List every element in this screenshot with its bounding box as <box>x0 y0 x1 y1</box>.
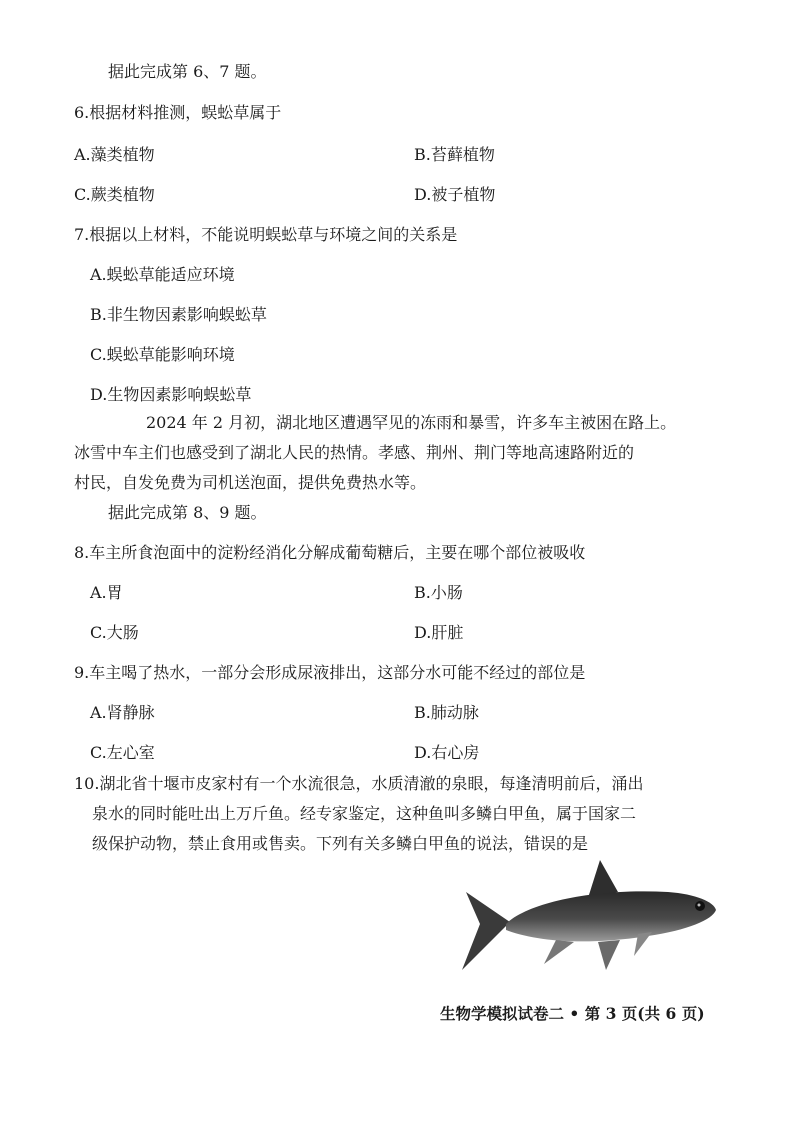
page-footer: 生物学模拟试卷二 • 第 3 页(共 6 页) <box>440 1004 705 1023</box>
question-7-option-b: B.非生物因素影响蜈蚣草 <box>90 305 267 324</box>
question-7-option-a: A.蜈蚣草能适应环境 <box>90 265 235 284</box>
question-9-option-c: C.左心室 <box>90 743 155 762</box>
question-6-option-d: D.被子植物 <box>414 185 496 204</box>
question-9-option-d: D.右心房 <box>414 743 480 762</box>
question-9-option-a: A.肾静脉 <box>90 703 155 722</box>
question-10-line-3: 级保护动物，禁止食用或售卖。下列有关多鳞白甲鱼的说法，错误的是 <box>92 834 589 853</box>
question-8-option-d: D.肝脏 <box>414 623 464 642</box>
question-6-stem: 6.根据材料推测，蜈蚣草属于 <box>74 103 282 122</box>
question-8-stem: 8.车主所食泡面中的淀粉经消化分解成葡萄糖后，主要在哪个部位被吸收 <box>74 543 586 562</box>
passage-line-1: 2024 年 2 月初，湖北地区遭遇罕见的冻雨和暴雪，许多车主被困在路上。 <box>146 413 677 432</box>
question-8-option-a: A.胃 <box>90 583 123 602</box>
question-9-option-b: B.肺动脉 <box>414 703 479 722</box>
instruction-8-9: 据此完成第 8、9 题。 <box>108 503 267 522</box>
question-6-option-c: C.蕨类植物 <box>74 185 155 204</box>
question-7-stem: 7.根据以上材料，不能说明蜈蚣草与环境之间的关系是 <box>74 225 458 244</box>
question-7-option-c: C.蜈蚣草能影响环境 <box>90 345 235 364</box>
question-7-option-d: D.生物因素影响蜈蚣草 <box>90 385 252 404</box>
instruction-6-7: 据此完成第 6、7 题。 <box>108 62 267 81</box>
question-10-line-2: 泉水的同时能吐出上万斤鱼。经专家鉴定，这种鱼叫多鳞白甲鱼，属于国家二 <box>92 804 637 823</box>
question-10-line-1: 10.湖北省十堰市皮家村有一个水流很急，水质清澈的泉眼，每逢清明前后，涌出 <box>74 774 644 793</box>
passage-line-2: 冰雪中车主们也感受到了湖北人民的热情。孝感、荆州、荆门等地高速路附近的 <box>74 443 635 462</box>
question-6-option-b: B.苔藓植物 <box>414 145 495 164</box>
passage-line-3: 村民，自发免费为司机送泡面，提供免费热水等。 <box>74 473 427 492</box>
question-9-stem: 9.车主喝了热水，一部分会形成尿液排出，这部分水可能不经过的部位是 <box>74 663 586 682</box>
question-6-option-a: A.藻类植物 <box>74 145 155 164</box>
question-8-option-b: B.小肠 <box>414 583 463 602</box>
question-8-option-c: C.大肠 <box>90 623 139 642</box>
fish-image <box>448 852 718 977</box>
